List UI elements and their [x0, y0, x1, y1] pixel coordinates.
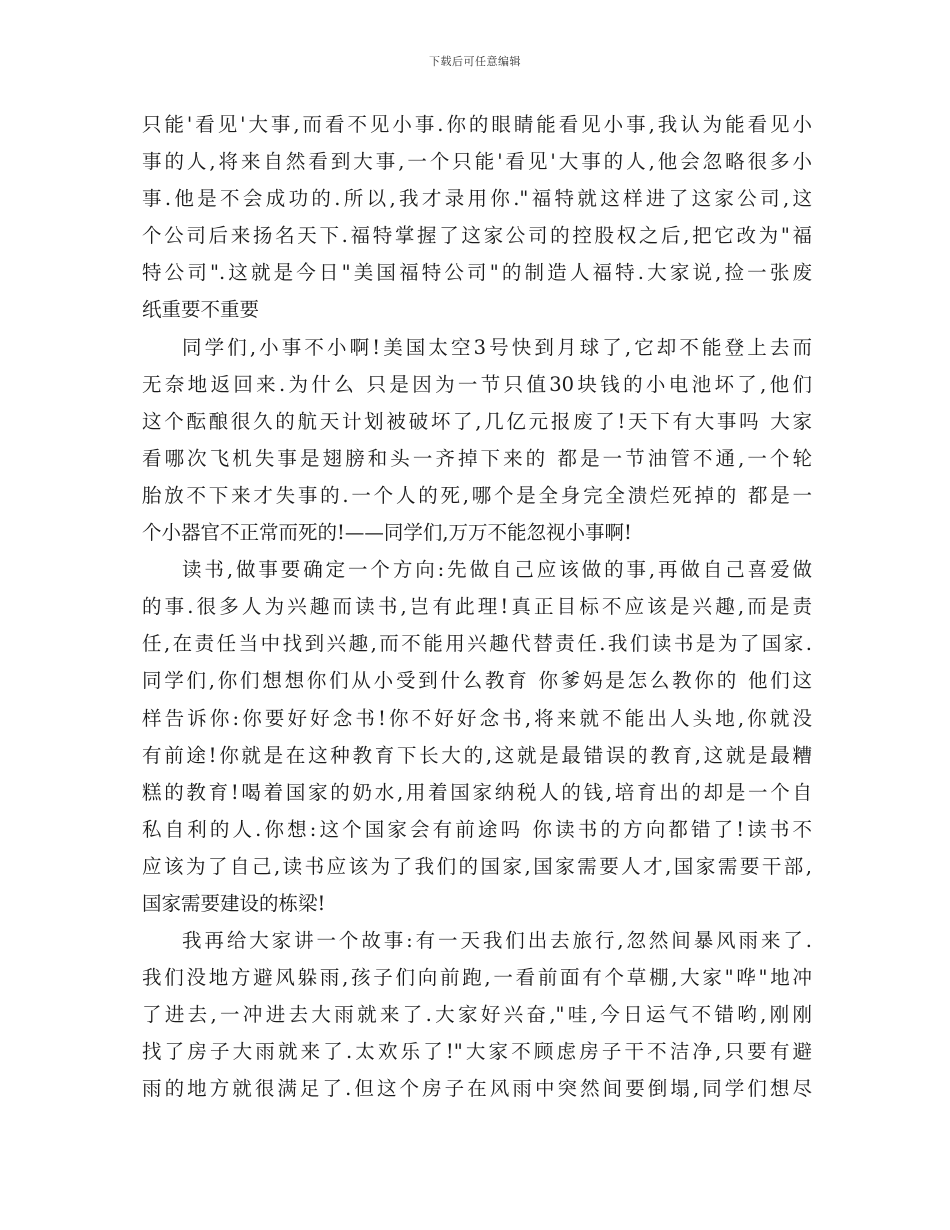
text-line: 国家需要建设的栋梁! [142, 891, 326, 915]
text-line: 纸重要不重要 [142, 298, 260, 322]
paragraph [142, 551, 812, 922]
text-line: 事.他是不会成功的.所以,我才录用你."福特就这样进了这家公司,这 [142, 187, 812, 211]
text-line: 同学们,小事不小啊!美国太空3号快到月球了,它却不能登上去而 [182, 335, 812, 359]
text-line: 特公司".这就是今日"美国福特公司"的制造人福特.大家说,捡一张废 [142, 261, 812, 285]
paragraph [142, 106, 812, 329]
document-body [142, 106, 812, 1108]
text-line: 胎放不下来才失事的.一个人的死,哪个是全身完全溃烂死掉的 都是一 [142, 483, 812, 507]
text-line: 这个酝酿很久的航天计划被破坏了,几亿元报废了!天下有大事吗 大家 [142, 409, 812, 433]
text-line: 同学们,你们想想你们从小受到什么教育 你爹妈是怎么教你的 他们这 [142, 669, 812, 693]
page-header: 下载后可任意编辑 [429, 55, 521, 68]
text-line: 找了房子大雨就来了.太欢乐了!"大家不顾虑房子干不洁净,只要有避 [142, 1040, 812, 1064]
text-line: 了进去,一冲进去大雨就来了.大家好兴奋,"哇,今日运气不错哟,刚刚 [142, 1003, 812, 1027]
text-line: 糕的教育!喝着国家的奶水,用着国家纳税人的钱,培育出的却是一个自 [142, 780, 812, 804]
text-line: 样告诉你:你要好好念书!你不好好念书,将来就不能出人头地,你就没 [142, 706, 812, 730]
text-line: 的事.很多人为兴趣而读书,岂有此理!真正目标不应该是兴趣,而是责 [142, 595, 812, 619]
text-line: 应该为了自己,读书应该为了我们的国家,国家需要人才,国家需要干部, [142, 854, 812, 878]
text-line: 只能'看见'大事,而看不见小事.你的眼睛能看见小事,我认为能看见小 [142, 113, 812, 136]
text-line: 雨的地方就很满足了.但这个房子在风雨中突然间要倒塌,同学们想尽 [142, 1077, 812, 1101]
text-line: 无奈地返回来.为什么 只是因为一节只值30块钱的小电池坏了,他们 [142, 372, 812, 396]
text-line: 任,在责任当中找到兴趣,而不能用兴趣代替责任.我们读书是为了国家. [142, 632, 812, 656]
text-line: 看哪次飞机失事是翅膀和头一齐掉下来的 都是一节油管不通,一个轮 [142, 446, 812, 470]
text-line: 个小器官不正常而死的!——同学们,万万不能忽视小事啊! [142, 521, 632, 545]
text-line: 有前途!你就是在这种教育下长大的,这就是最错误的教育,这就是最糟 [142, 743, 812, 767]
text-line: 事的人,将来自然看到大事,一个只能'看见'大事的人,他会忽略很多小 [142, 150, 812, 174]
paragraph [142, 329, 812, 552]
text-line: 个公司后来扬名天下.福特掌握了这家公司的控股权之后,把它改为"福 [142, 224, 812, 248]
text-line: 我们没地方避风躲雨,孩子们向前跑,一看前面有个草棚,大家"哗"地冲 [142, 966, 812, 990]
text-line: 私自利的人.你想:这个国家会有前途吗 你读书的方向都错了!读书不 [142, 817, 812, 841]
text-line: 我再给大家讲一个故事:有一天我们出去旅行,忽然间暴风雨来了. [182, 929, 812, 953]
text-line: 读书,做事要确定一个方向:先做自己应该做的事,再做自己喜爱做 [182, 558, 812, 582]
paragraph [142, 922, 812, 1107]
